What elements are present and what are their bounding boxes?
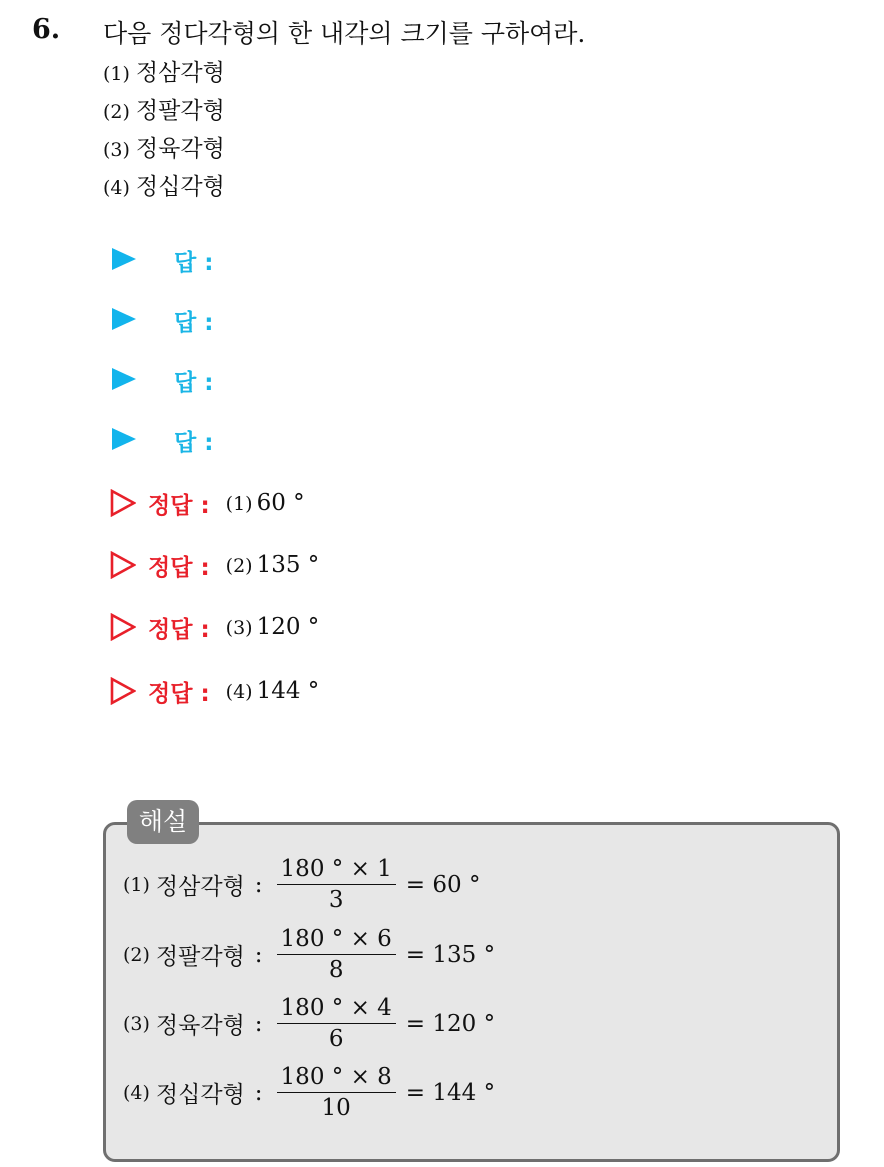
correct-value (226, 552, 320, 578)
correct-label: 정답 : (148, 492, 210, 519)
line-colon: : (254, 1079, 263, 1106)
answer-value: 60 ° (256, 490, 305, 516)
item-label: 정팔각형 (135, 98, 225, 124)
play-triangle-icon (112, 248, 136, 270)
answer-prompt[interactable] (112, 244, 214, 276)
answer-label: 답 : (174, 430, 214, 456)
line-result: = 144 ° (405, 1079, 496, 1106)
numerator: 180 ° × 8 (277, 1064, 396, 1093)
line-result: = 120 ° (405, 1010, 496, 1037)
line-result: = 135 ° (405, 941, 496, 968)
line-colon: : (254, 1010, 263, 1037)
outline-triangle-icon (110, 613, 136, 641)
answer-number: (4) (225, 681, 253, 703)
explanation-line (123, 926, 495, 983)
line-colon: : (254, 871, 263, 898)
answer-prompt[interactable] (112, 304, 214, 336)
correct-value (226, 678, 320, 704)
explanation-line (123, 1064, 495, 1121)
line-number: (3) (123, 1012, 150, 1035)
correct-answer-row (110, 548, 319, 582)
question-item (103, 54, 225, 87)
correct-value (226, 490, 305, 516)
answer-number: (2) (225, 555, 253, 577)
denominator: 3 (328, 887, 344, 913)
line-colon: : (254, 941, 263, 968)
item-label: 정삼각형 (135, 60, 225, 86)
line-result: = 60 ° (405, 871, 481, 898)
item-number: (3) (103, 139, 130, 161)
answer-value: 144 ° (256, 678, 320, 704)
correct-label: 정답 : (148, 554, 210, 581)
explanation-line (123, 856, 480, 913)
answer-number: (3) (225, 617, 253, 639)
outline-triangle-icon (110, 677, 136, 705)
denominator: 10 (321, 1095, 351, 1121)
question-number: 6. (32, 14, 61, 45)
answer-prompt[interactable] (112, 424, 214, 456)
correct-answer-row (110, 610, 319, 644)
numerator: 180 ° × 1 (277, 856, 396, 885)
item-number: (1) (103, 63, 130, 85)
answer-value: 135 ° (256, 552, 320, 578)
item-number: (4) (103, 177, 130, 199)
question-item (103, 92, 225, 125)
line-label: 정삼각형 (155, 874, 245, 900)
line-label: 정팔각형 (155, 944, 245, 970)
play-triangle-icon (112, 428, 136, 450)
correct-value (226, 614, 320, 640)
numerator: 180 ° × 4 (277, 995, 396, 1024)
outline-triangle-icon (110, 489, 136, 517)
correct-answer-row (110, 486, 305, 520)
fraction (277, 995, 396, 1052)
question-item (103, 130, 225, 163)
answer-value: 120 ° (256, 614, 320, 640)
answer-number: (1) (225, 493, 253, 515)
fraction (277, 926, 396, 983)
outline-triangle-icon (110, 551, 136, 579)
line-number: (2) (123, 943, 150, 966)
answer-label: 답 : (174, 310, 214, 336)
play-triangle-icon (112, 308, 136, 330)
question-text: 다음 정다각형의 한 내각의 크기를 구하여라. (103, 19, 586, 48)
fraction (277, 856, 396, 913)
fraction (277, 1064, 396, 1121)
numerator: 180 ° × 6 (277, 926, 396, 955)
correct-label: 정답 : (148, 616, 210, 643)
denominator: 6 (328, 1026, 344, 1052)
line-label: 정십각형 (155, 1082, 245, 1108)
answer-label: 답 : (174, 370, 214, 396)
question-item (103, 168, 225, 201)
line-label: 정육각형 (155, 1013, 245, 1039)
item-label: 정십각형 (135, 174, 225, 200)
item-number: (2) (103, 101, 130, 123)
line-number: (4) (123, 1081, 150, 1104)
answer-prompt[interactable] (112, 364, 214, 396)
correct-label: 정답 : (148, 680, 210, 707)
play-triangle-icon (112, 368, 136, 390)
correct-answer-row (110, 674, 319, 708)
item-label: 정육각형 (135, 136, 225, 162)
answer-label: 답 : (174, 250, 214, 276)
denominator: 8 (328, 957, 344, 983)
line-number: (1) (123, 873, 150, 896)
explanation-tag: 해설 (127, 800, 199, 844)
explanation-line (123, 995, 495, 1052)
